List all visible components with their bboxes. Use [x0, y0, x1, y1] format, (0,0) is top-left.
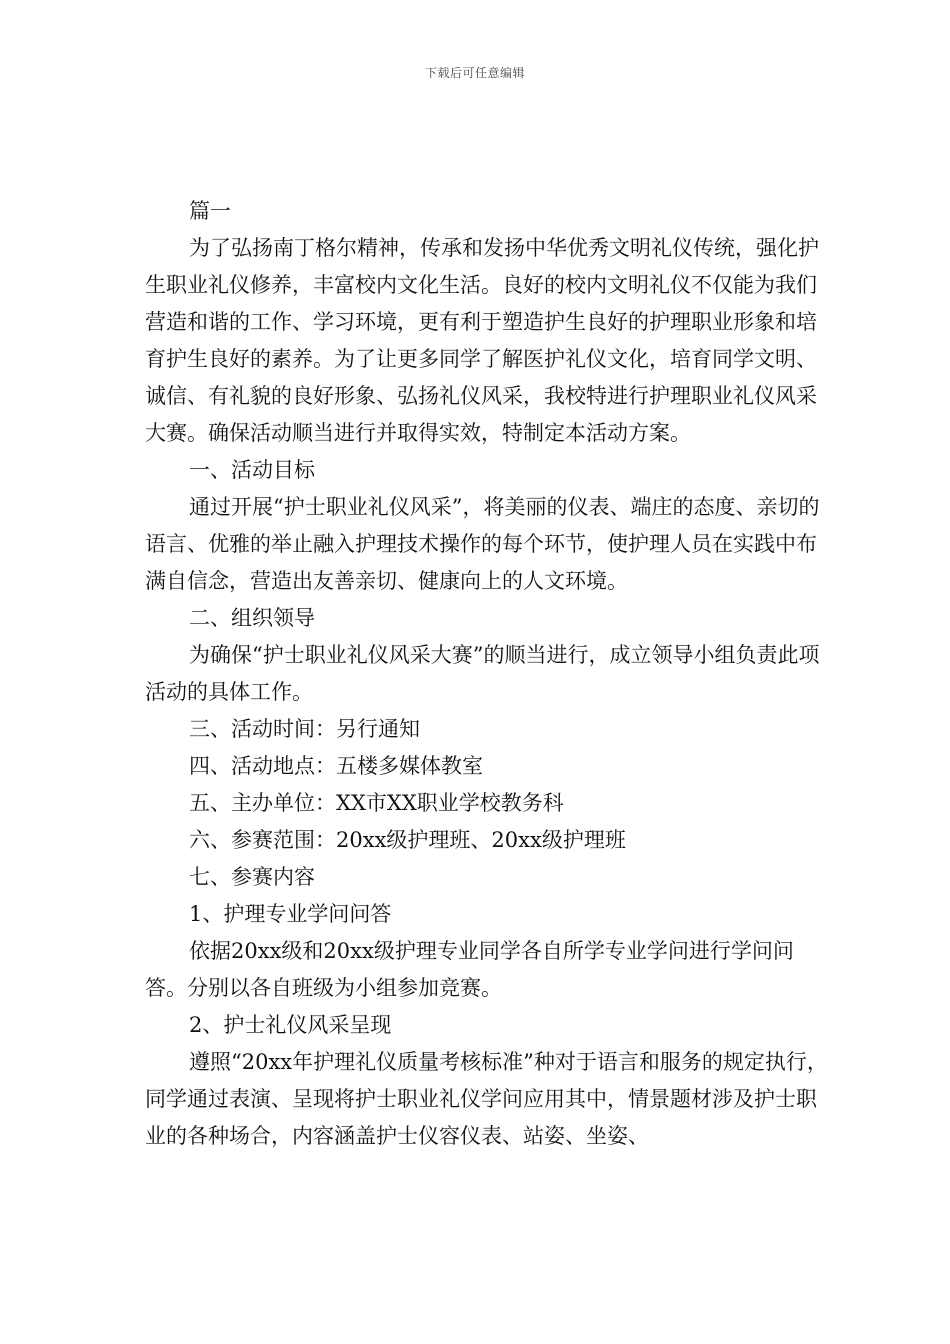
intro-paragraph: 为了弘扬南丁格尔精神，传承和发扬中华优秀文明礼仪传统，强化护生职业礼仪修养，丰富校内文化生活。良好的校内文明礼仪不仅能为我们营造和谐的工作、学习环境，更有利于塑造护生良好的护理职业形象和培育护生良好的素养。为了让更多同学了解医护礼仪文化，培育同学文明、诚信、有礼貌的良好形象、弘扬礼仪风采，我校特进行护理职业礼仪风采大赛。确保活动顺当进行并取得实效，特制定本活动方案。: [145, 236, 819, 445]
heading-organization: 二、组织领导: [189, 606, 315, 630]
goal-paragraph: 通过开展“护士职业礼仪风采”，将美丽的仪表、端庄的态度、亲切的语言、优雅的举止融入护理技术操作的每个环节，使护理人员在实践中布满自信念，营造出友善亲切、健康向上的人文环境。: [145, 495, 820, 593]
heading-location: 四、活动地点：五楼多媒体教室: [189, 754, 483, 778]
document-body: [145, 193, 835, 1155]
subheading-quiz: 1、护理专业学问问答: [189, 902, 392, 926]
subheading-etiquette-show: 2、护士礼仪风采呈现: [189, 1013, 392, 1037]
heading-scope: 六、参赛范围：20xx级护理班、20xx级护理班: [189, 828, 626, 852]
section-label: 篇一: [189, 199, 231, 223]
heading-goal: 一、活动目标: [189, 458, 315, 482]
heading-time: 三、活动时间：另行通知: [189, 717, 420, 741]
organization-paragraph: 为确保“护士职业礼仪风采大赛”的顺当进行，成立领导小组负责此项活动的具体工作。: [145, 643, 820, 704]
heading-organizer: 五、主办单位：XX市XX职业学校教务科: [189, 791, 564, 815]
heading-content: 七、参赛内容: [189, 865, 315, 889]
quiz-paragraph: 依据20xx级和20xx级护理专业同学各自所学专业学问进行学问问答。分别以各自班级为小组参加竞赛。: [145, 939, 794, 1000]
header-note: 下载后可任意编辑: [424, 66, 525, 80]
etiquette-show-paragraph: 遵照“20xx年护理礼仪质量考核标准”种对于语言和服务的规定执行，同学通过表演、呈现将护士职业礼仪学问应用其中，情景题材涉及护士职业的各种场合，内容涵盖护士仪容仪表、站姿、坐姿、: [145, 1050, 828, 1148]
